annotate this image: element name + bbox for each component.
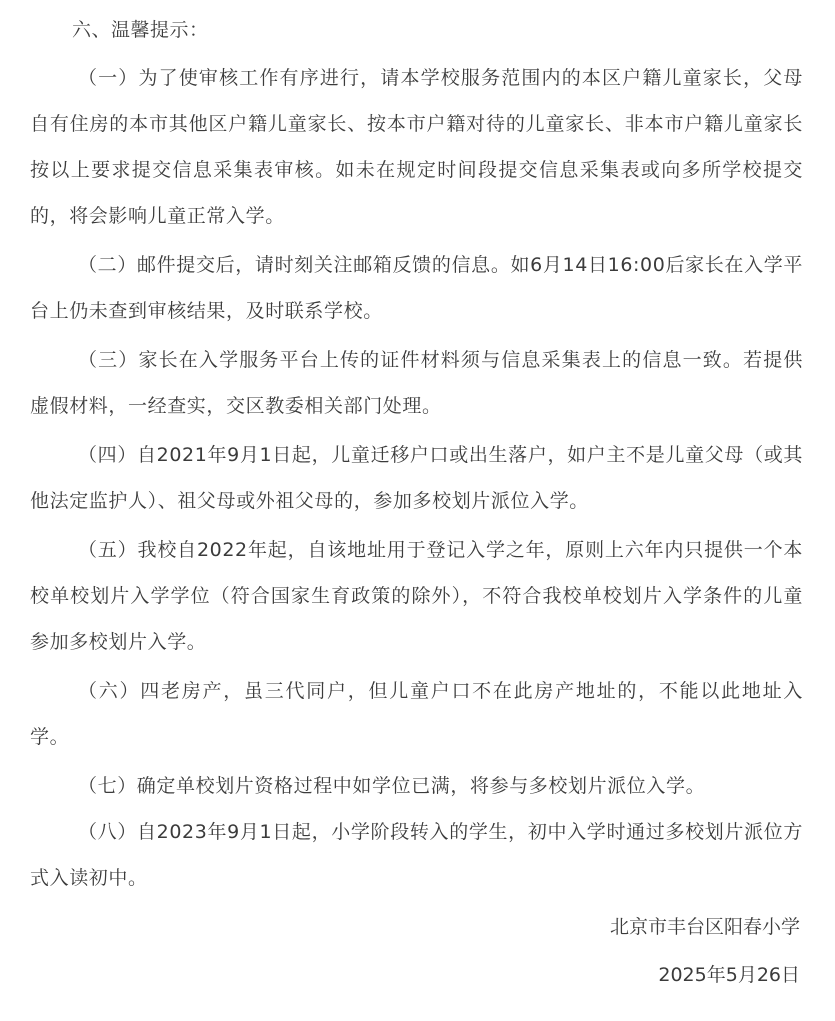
notice-item-8: （八）自2023年9月1日起，小学阶段转入的学生，初中入学时通过多校划片派位方式入读初中。: [30, 821, 803, 889]
notice-item-4: （四）自2021年9月1日起，儿童迁移户口或出生落户，如户主不是儿童父母（或其他法定监护人）、祖父母或外祖父母的，参加多校划片派位入学。: [30, 444, 803, 512]
notice-date: 2025年5月26日: [658, 964, 800, 986]
notice-item-6: （六）四老房产，虽三代同户，但儿童户口不在此房产地址的，不能以此地址入学。: [30, 680, 803, 748]
notice-item-3: （三）家长在入学服务平台上传的证件材料须与信息采集表上的信息一致。若提供虚假材料，一经查实，交区教委相关部门处理。: [30, 349, 803, 417]
school-signature: 北京市丰台区阳春小学: [609, 916, 800, 938]
notice-item-7: （七）确定单校划片资格过程中如学位已满，将参与多校划片派位入学。: [78, 775, 706, 797]
section-heading: 六、温馨提示：: [72, 19, 209, 41]
notice-item-5: （五）我校自2022年起，自该地址用于登记入学之年，原则上六年内只提供一个本校单校划片入学学位（符合国家生育政策的除外），不符合我校单校划片入学条件的儿童参加多校划片入学。: [30, 539, 803, 653]
notice-item-2: （二）邮件提交后，请时刻关注邮箱反馈的信息。如6月14日16:00后家长在入学平台上仍未查到审核结果，及时联系学校。: [30, 254, 803, 322]
notice-item-1: （一）为了使审核工作有序进行，请本学校服务范围内的本区户籍儿童家长，父母自有住房的本市其他区户籍儿童家长、按本市户籍对待的儿童家长、非本市户籍儿童家长按以上要求提交信息采集表审核。如未在规定时间段提交信息采集表或向多所学校提交的，将会影响儿童正常入学。: [30, 67, 803, 227]
